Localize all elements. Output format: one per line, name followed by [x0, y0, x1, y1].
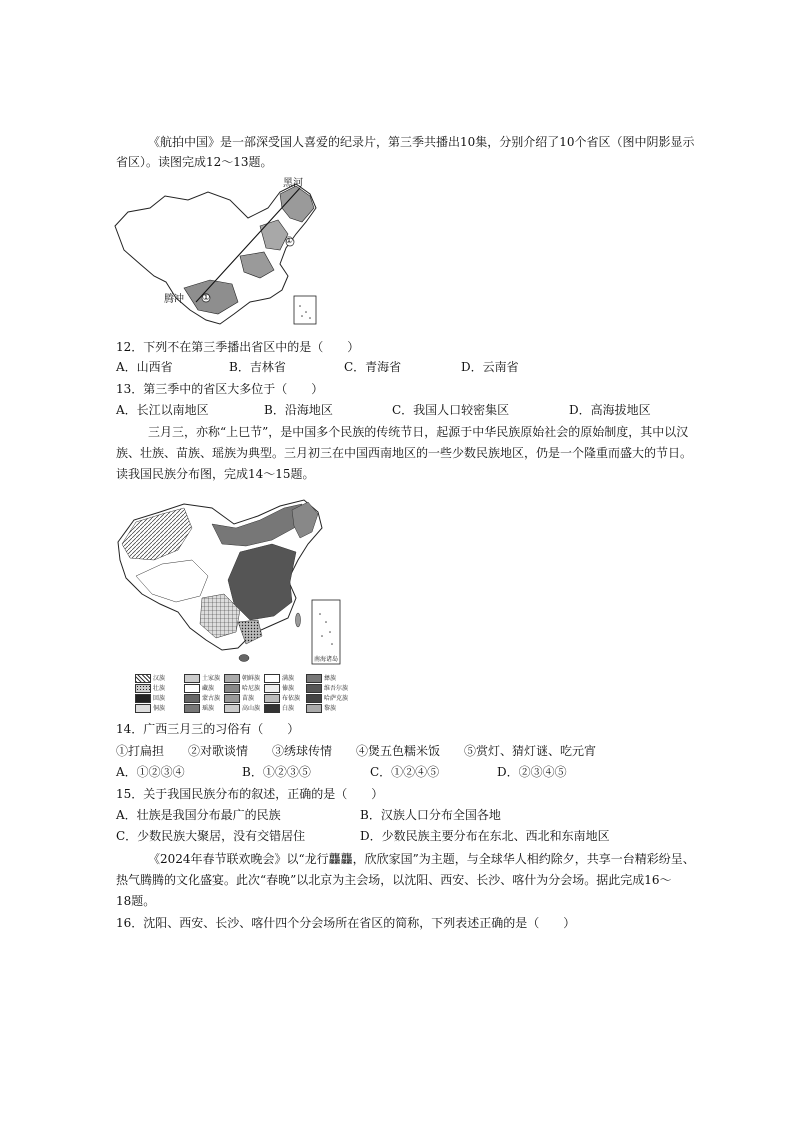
- south-sea-inset: [294, 296, 316, 324]
- legend-yi: 彝族: [306, 674, 336, 683]
- q12-option-d: D．云南省: [461, 360, 519, 374]
- q15-option-a: A．壮族是我国分布最广的民族: [116, 808, 281, 822]
- legend-miao: 苗族: [224, 694, 254, 703]
- china-map-provinces: [110, 178, 325, 333]
- legend-man: 满族: [264, 674, 294, 683]
- q14-option-d: D．②③④⑤: [497, 765, 567, 779]
- ethnic-distribution-map: [112, 498, 342, 668]
- q12-option-a: A．山西省: [116, 360, 173, 374]
- q14-option-a: A．①②③④: [116, 765, 185, 779]
- legend-dai: 傣族: [264, 684, 294, 693]
- legend-hani: 哈尼族: [224, 684, 260, 693]
- map1-marker-2: ①: [202, 293, 211, 303]
- legend-yao: 瑶族: [184, 704, 214, 713]
- south-sea-inset-2: [312, 600, 340, 664]
- q12-option-b: B．吉林省: [229, 360, 286, 374]
- q14-stem: 14．广西三月三的习俗有（ ）: [116, 722, 300, 736]
- q12-option-c: C．青海省: [344, 360, 402, 374]
- q13-option-b: B．沿海地区: [264, 403, 333, 417]
- q15-option-b: B．汉族人口分布全国各地: [360, 808, 501, 822]
- taiwan-island: [296, 613, 301, 627]
- q14-option-c: C．①②④⑤: [370, 765, 440, 779]
- legend-uyghur: 维吾尔族: [306, 684, 348, 693]
- map1-marker-1: ①: [285, 236, 294, 246]
- legend-li: 黎族: [306, 704, 336, 713]
- legend-menggu: 蒙古族: [184, 694, 220, 703]
- intro3-line3: 18题。: [116, 894, 156, 908]
- legend-tujia: 土家族: [184, 674, 220, 683]
- legend-han: 汉族: [135, 674, 165, 683]
- hainan-island: [239, 655, 249, 662]
- intro2-line2: 族、壮族、苗族、瑶族为典型。三月初三在中国西南地区的一些少数民族地区，仍是一个隆重而盛大的节日。: [116, 446, 693, 460]
- q13-option-c: C．我国人口较密集区: [392, 403, 510, 417]
- legend-dong: 侗族: [135, 704, 165, 713]
- q15-stem: 15．关于我国民族分布的叙述，正确的是（ ）: [116, 787, 384, 801]
- intro2-line1: 三月三，亦称“上巳节”，是中国多个民族的传统节日，起源于中华民族原始社会的原始制度，其中以汉: [148, 425, 689, 439]
- legend-zang: 藏族: [184, 684, 214, 693]
- q16-stem: 16．沈阳、西安、长沙、喀什四个分会场所在省区的简称，下列表述正确的是（ ）: [116, 916, 576, 930]
- map1-label-heihe: 黑河: [283, 178, 303, 189]
- q12-stem: 12．下列不在第三季播出省区中的是（ ）: [116, 340, 360, 354]
- legend-hui: 回族: [135, 694, 165, 703]
- q13-option-d: D．高海拔地区: [569, 403, 651, 417]
- q13-stem: 13．第三季中的省区大多位于（ ）: [116, 382, 324, 396]
- legend-buyi: 布依族: [264, 694, 300, 703]
- legend-zhuang: 壮族: [135, 684, 165, 693]
- q14-items: ①打扁担 ②对歌谈情 ③绣球传情 ④煲五色糯米饭 ⑤赏灯、猜灯谜、吃元宵: [116, 744, 597, 758]
- legend-chaoxian: 朝鲜族: [224, 674, 260, 683]
- q15-option-c: C．少数民族大聚居，没有交错居住: [116, 829, 306, 843]
- legend-bai: 白族: [264, 704, 294, 713]
- intro1-line1: 《航拍中国》是一部深受国人喜爱的纪录片，第三季共播出10集，分别介绍了10个省区（图中阴影显示: [148, 135, 695, 149]
- inset-label: 南海诸岛: [314, 656, 339, 663]
- legend-kazakh: 哈萨克族: [306, 694, 348, 703]
- legend-gaoshan: 高山族: [224, 704, 260, 713]
- q15-option-d: D．少数民族主要分布在东北、西北和东南地区: [360, 829, 610, 843]
- q13-option-a: A．长江以南地区: [116, 403, 209, 417]
- q14-option-b: B．①②③⑤: [242, 765, 311, 779]
- map1-label-tengchong: 腾冲: [164, 294, 184, 305]
- intro3-line1: 《2024年春节联欢晚会》以“龙行龘龘，欣欣家国”为主题，与全球华人相约除夕，共享一台精彩纷呈、: [148, 852, 695, 866]
- intro1-line2: 省区）。读图完成12～13题。: [116, 155, 273, 169]
- intro2-line3: 读我国民族分布图，完成14～15题。: [116, 467, 315, 481]
- intro3-line2: 热气腾腾的文化盛宴。此次“春晚”以北京为主会场，以沈阳、西安、长沙、喀什为分会场。据此完成16～: [116, 873, 672, 887]
